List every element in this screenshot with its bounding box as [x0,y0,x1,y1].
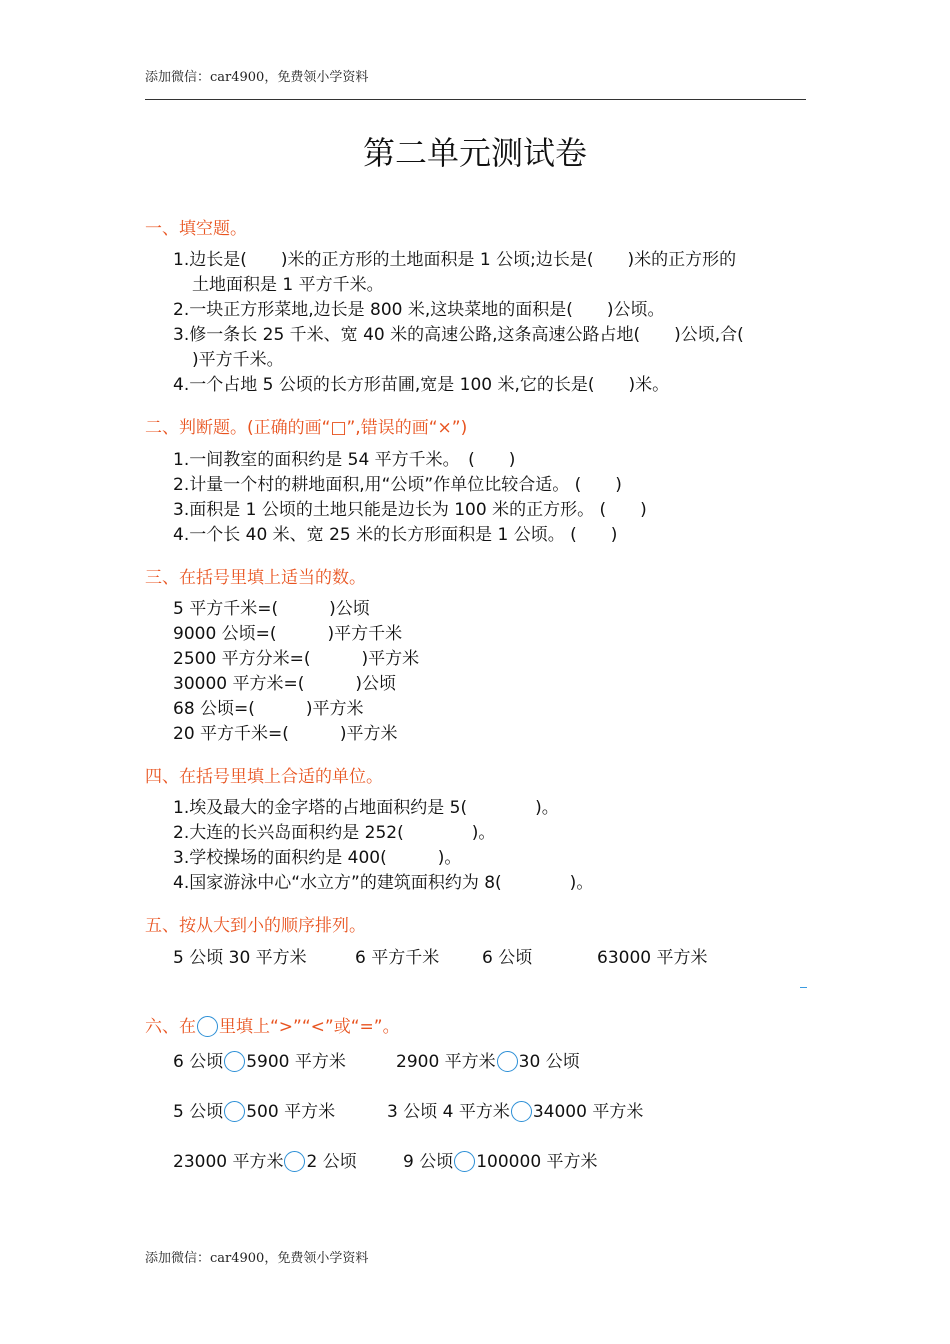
s1-question-3: 3.修一条长 25 千米、宽 40 米的高速公路,这条高速公路占地( )公顷,合( [173,325,744,345]
s3-item-1: 5 平方千米=( )公顷 [173,599,370,619]
s5-item-2: 6 平方千米 [355,948,440,968]
s5-item-4: 63000 平方米 [597,948,708,968]
header-rule [145,99,806,100]
s1-question-1-cont: 土地面积是 1 平方千米。 [192,275,384,295]
compare-left: 5 公顷 [173,1102,224,1122]
section-4-heading: 四、在括号里填上合适的单位。 [145,767,383,787]
s6-row3-item2 [403,1150,598,1175]
s5-item-1: 5 公顷 30 平方米 [173,948,307,968]
header-note: 添加微信：car4900，免费领小学资料 [145,70,369,85]
s2-question-3: 3.面积是 1 公顷的土地只能是边长为 100 米的正方形。 ( ) [173,500,647,520]
compare-right: 5900 平方米 [246,1052,346,1072]
compare-right: 30 公顷 [518,1052,580,1072]
s1-question-2: 2.一块正方形菜地,边长是 800 米,这块菜地的面积是( )公顷。 [173,300,665,320]
s2-question-1: 1.一间教室的面积约是 54 平方千米。 ( ) [173,450,516,470]
section-1-heading: 一、填空题。 [145,219,247,239]
page-title: 第二单元测试卷 [362,134,587,172]
s4-question-1: 1.埃及最大的金字塔的占地面积约是 5( )。 [173,798,559,818]
compare-circle-3[interactable] [224,1101,245,1122]
compare-circle-2[interactable] [497,1051,518,1072]
s3-item-2: 9000 公顷=( )平方千米 [173,624,403,644]
s4-question-2: 2.大连的长兴岛面积约是 252( )。 [173,823,496,843]
section-3-heading: 三、在括号里填上适当的数。 [145,568,366,588]
compare-right: 2 公顷 [306,1152,357,1172]
compare-left: 23000 平方米 [173,1152,284,1172]
s1-question-1: 1.边长是( )米的正方形的土地面积是 1 公顷;边长是( )米的正方形的 [173,250,737,270]
footer-note: 添加微信：car4900，免费领小学资料 [145,1251,369,1266]
s3-item-6: 20 平方千米=( )平方米 [173,724,398,744]
s4-question-3: 3.学校操场的面积约是 400( )。 [173,848,462,868]
compare-circle-5[interactable] [284,1151,305,1172]
s6-row3-item1 [173,1150,357,1175]
circle-icon [197,1016,218,1037]
s3-item-3: 2500 平方分米=( )平方米 [173,649,420,669]
section-6-heading-a: 六、在 [145,1017,196,1037]
section-6-heading [145,1012,400,1037]
compare-circle-4[interactable] [511,1101,532,1122]
s2-question-2: 2.计量一个村的耕地面积,用“公顷”作单位比较合适。 ( ) [173,475,622,495]
s1-question-3-cont: )平方千米。 [192,350,284,370]
compare-left: 6 公顷 [173,1052,224,1072]
compare-right: 34000 平方米 [532,1102,644,1122]
compare-right: 500 平方米 [246,1102,336,1122]
section-5-heading: 五、按从大到小的顺序排列。 [145,916,366,936]
s2-question-4: 4.一个长 40 米、宽 25 米的长方形面积是 1 公顷。 ( ) [173,525,618,545]
s4-question-4: 4.国家游泳中心“水立方”的建筑面积约为 8( )。 [173,873,594,893]
section-2-heading: 二、判断题。(正确的画“□”,错误的画“×”) [145,418,468,438]
compare-circle-6[interactable] [454,1151,475,1172]
section-6-heading-b: 里填上“>”“<”或“=”。 [219,1017,400,1037]
compare-left: 9 公顷 [403,1152,454,1172]
s5-item-3: 6 公顷 [482,948,533,968]
compare-right: 100000 平方米 [476,1152,598,1172]
s6-row1-item2 [396,1050,580,1075]
compare-left: 2900 平方米 [396,1052,496,1072]
s1-question-4: 4.一个占地 5 公顷的长方形苗圃,宽是 100 米,它的长是( )米。 [173,375,670,395]
s3-item-5: 68 公顷=( )平方米 [173,699,364,719]
s6-row1-item1 [173,1050,346,1075]
decorative-dash [800,987,807,988]
s6-row2-item1 [173,1100,335,1125]
s3-item-4: 30000 平方米=( )公顷 [173,674,396,694]
s6-row2-item2 [387,1100,643,1125]
compare-circle-1[interactable] [224,1051,245,1072]
compare-left: 3 公顷 4 平方米 [387,1102,510,1122]
